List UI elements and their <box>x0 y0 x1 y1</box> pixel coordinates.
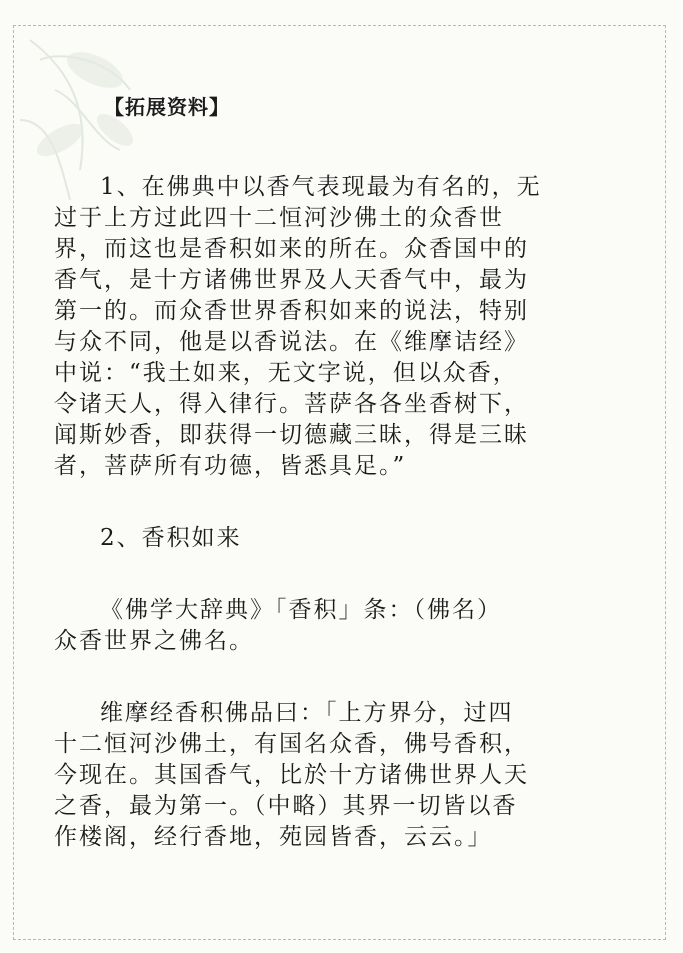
paragraph-4: 维摩经香积佛品曰：「上方界分，过四 十二恒河沙佛土，有国名众香，佛号香积， 今现在。其国香气，比於十方诸佛世界人天 之香，最为第一。（中略）其界一切皆以香 作楼阁，经行香地，苑园皆香，云云。」 <box>54 700 529 850</box>
document-body <box>54 90 644 894</box>
section-heading: 【拓展资料】 <box>104 95 230 119</box>
paragraph-3: 《佛学大辞典》「香积」条：（佛名） 众香世界之佛名。 <box>54 597 502 654</box>
paragraph-1: 1、在佛典中以香气表现最为有名的，无 过于上方过此四十二恒河沙佛土的众香世 界，而这也是香积如来的所在。众香国中的 香气，是十方诸佛世界及人天香气中，最为 第一的。而众香世界香积如来的说法，特别 与众不同，他是以香说法。在《维摩诘经》 中说：“我土如来，无文字说，但以众香， 令诸天人，得入律行。菩萨各各坐香树下， 闻斯妙香，即获得一切德藏三昧，得是三昧 者，菩萨所有功德，皆悉具足。” <box>54 174 542 479</box>
paragraph-2: 2、香积如来 <box>100 525 242 551</box>
